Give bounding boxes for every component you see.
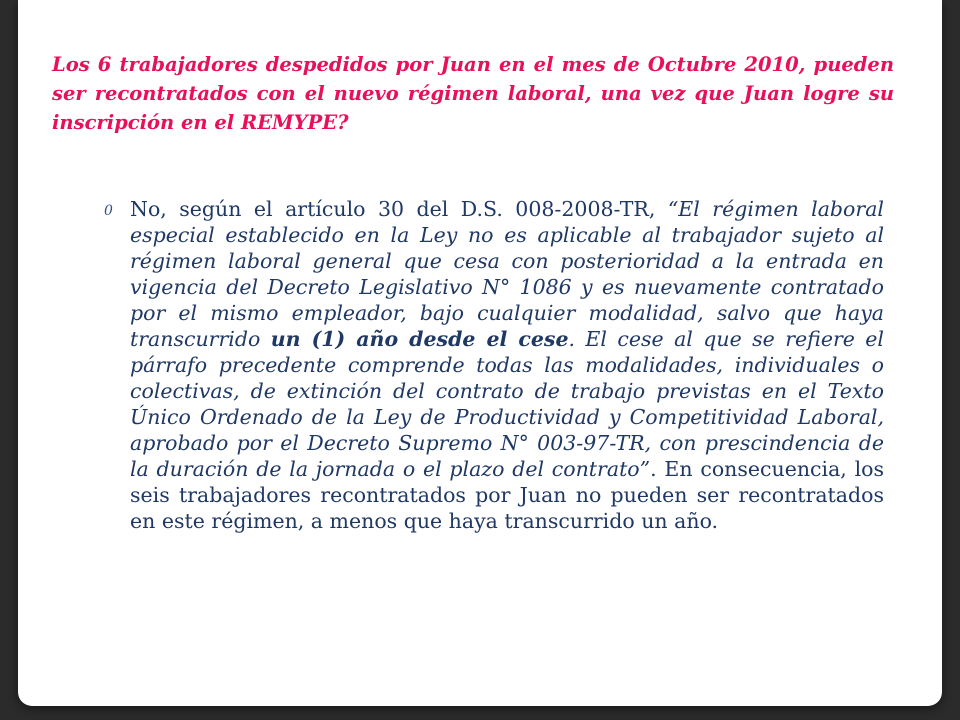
answer-paragraph xyxy=(130,196,884,534)
slide-title: Los 6 trabajadores despedidos por Juan en el mes de Octubre 2010, pueden ser recontratados con el nuevo régimen laboral, una vez que Juan logre su inscripción en el REMYPE? xyxy=(52,53,894,134)
bullet-marker: 0 xyxy=(104,203,113,219)
answer-quote-part1: “El régimen laboral especial establecido en la Ley no es aplicable al trabajador sujeto al régimen laboral general que cesa con posterioridad a la entrada en vigencia del Decreto Legislativo N° 1086 y es nuevamente contratado por el mismo empleador, bajo cualquier modalidad, salvo que haya transcurrido xyxy=(130,197,884,351)
answer-intro: No, según el artículo 30 del D.S. 008-2008-TR, xyxy=(130,197,668,221)
answer-bullet xyxy=(104,196,884,534)
answer-conclusion: . En consecuencia, los seis trabajadores recontratados por Juan no pueden ser recontratados en este régimen, a menos que haya transcurrido un año. xyxy=(130,457,884,533)
answer-quote-bold: un (1) año desde el cese xyxy=(270,327,569,351)
answer-quote-part2: . El cese al que se refiere el párrafo precedente comprende todas las modalidades, individuales o colectivas, de extinción del contrato de trabajo previstas en el Texto Único Ordenado de la Ley de Productividad y Competitividad Laboral, aprobado por el Decreto Supremo N° 003-97-TR, con prescindencia de la duración de la jornada o el plazo del contrato” xyxy=(130,327,884,481)
